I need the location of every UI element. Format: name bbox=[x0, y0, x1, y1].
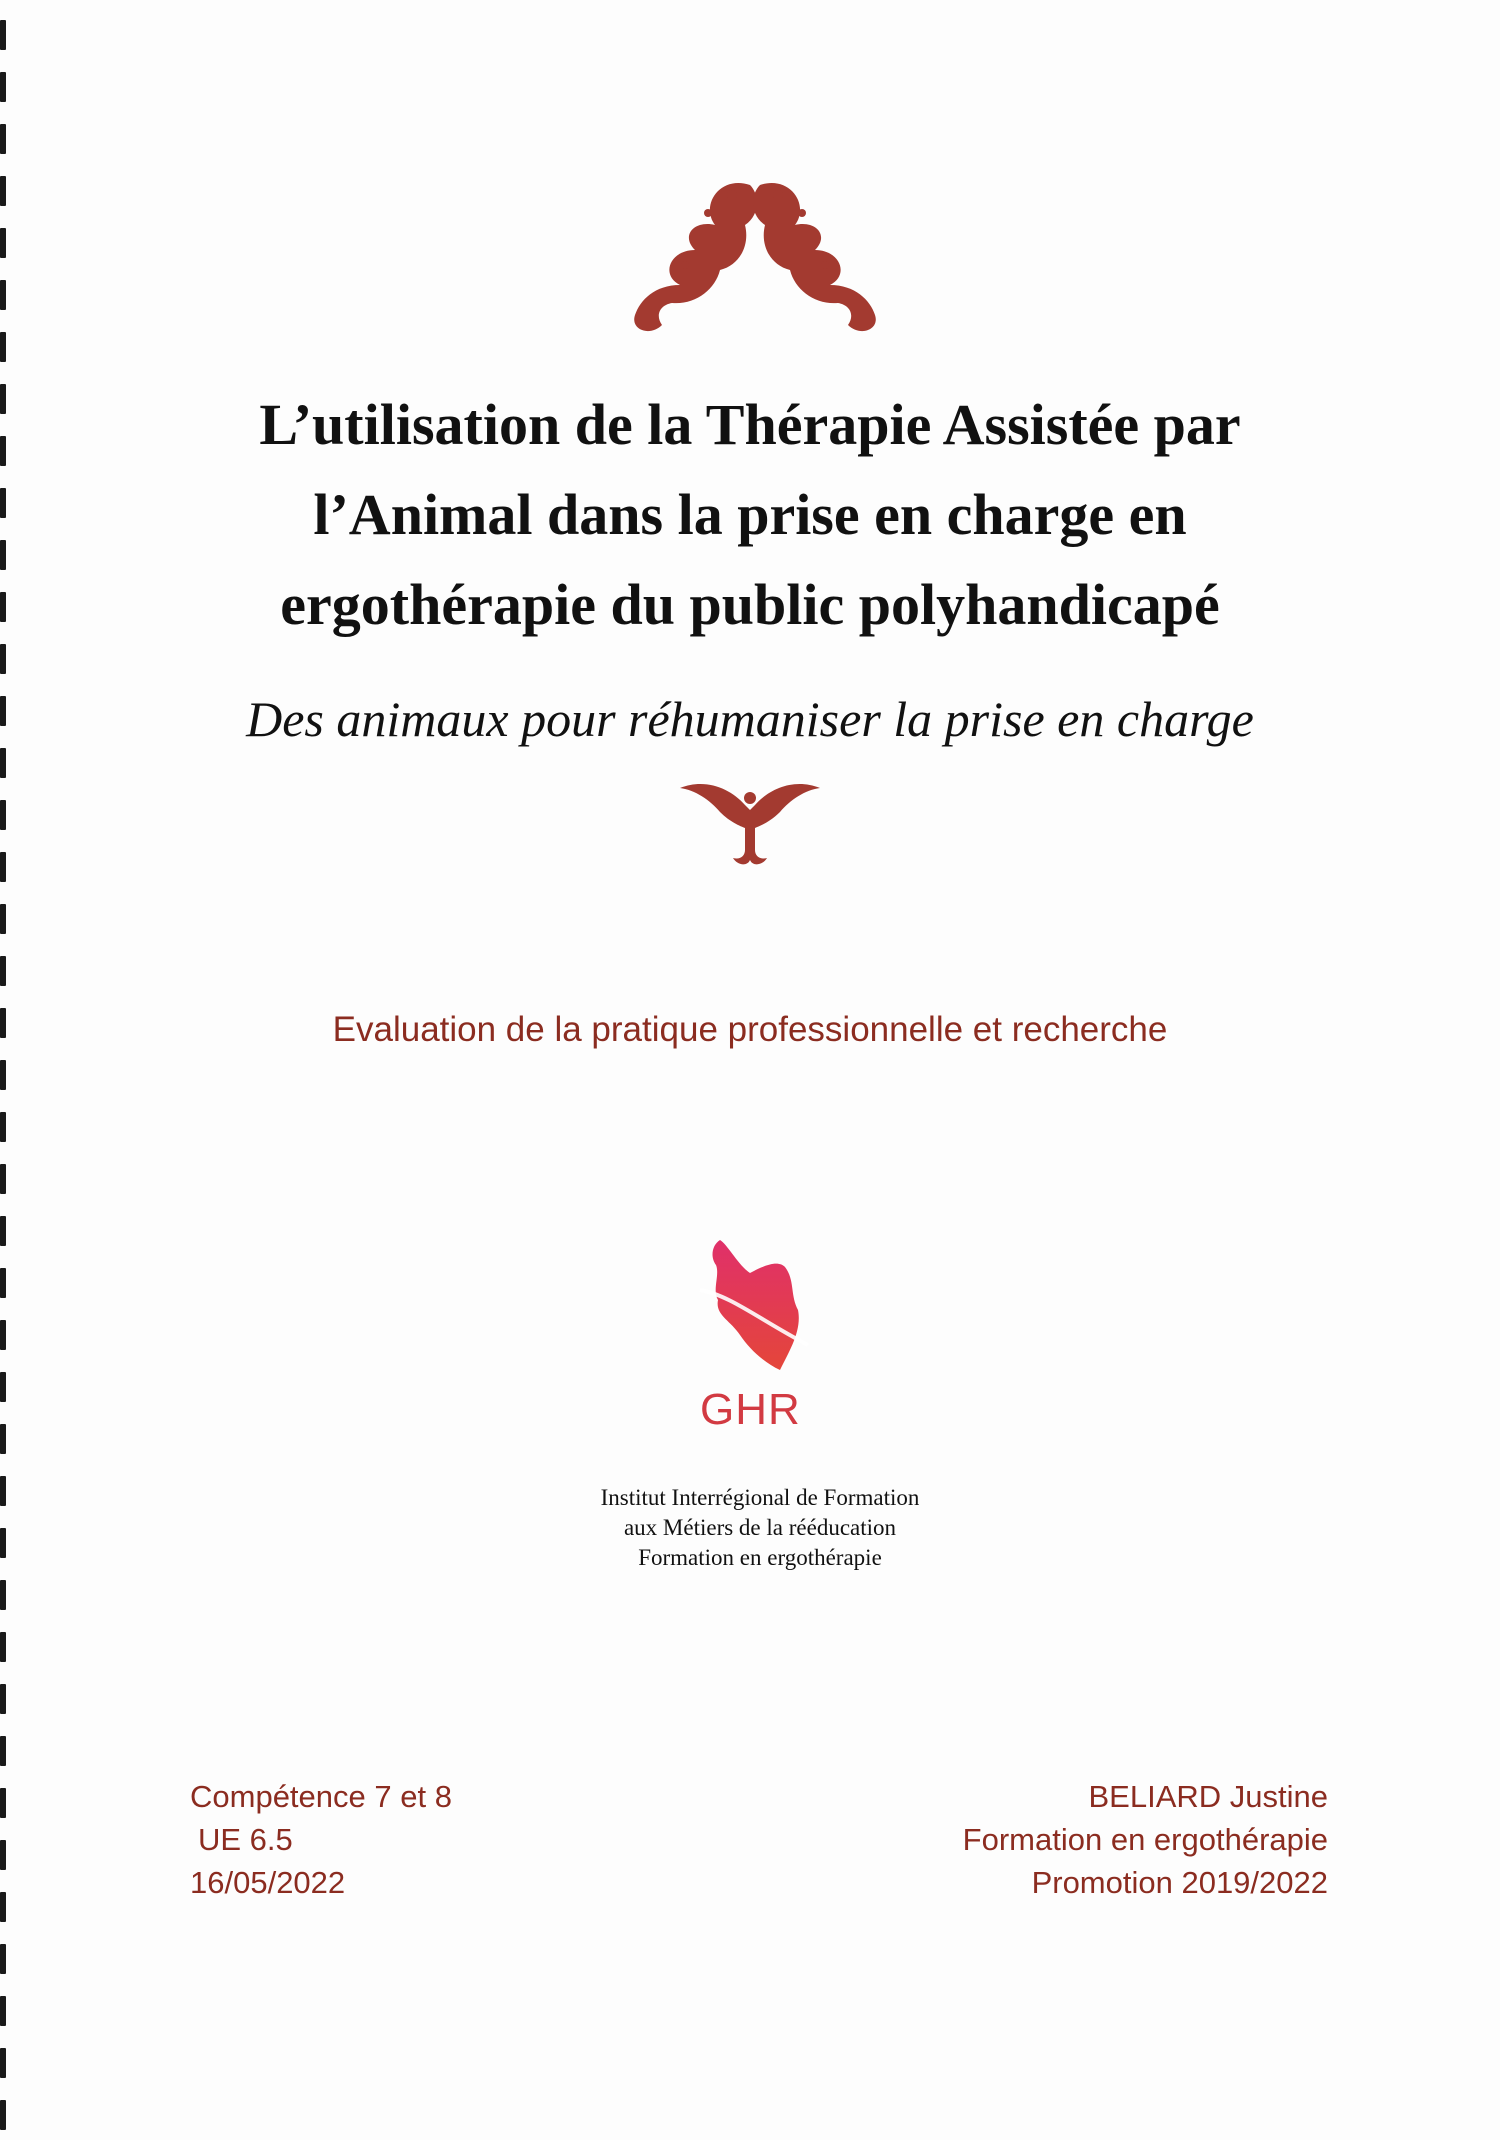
binding-mark bbox=[0, 2048, 6, 2078]
binding-mark bbox=[0, 1580, 6, 1610]
section-label: Evaluation de la pratique professionnelle et recherche bbox=[332, 1010, 1168, 1049]
binding-mark bbox=[0, 696, 6, 726]
binding-mark bbox=[0, 1164, 6, 1194]
binding-mark bbox=[0, 1684, 6, 1714]
binding-mark bbox=[0, 2100, 6, 2130]
middle-ornament-icon bbox=[675, 770, 825, 870]
program-text: Formation en ergothérapie bbox=[962, 1822, 1328, 1857]
institute-line-1: Institut Interrégional de Formation bbox=[600, 1485, 920, 1510]
binding-mark bbox=[0, 228, 6, 258]
binding-mark bbox=[0, 1892, 6, 1922]
logo-text: GHR bbox=[700, 1385, 801, 1434]
binding-mark bbox=[0, 124, 6, 154]
binding-mark bbox=[0, 1996, 6, 2026]
binding-mark bbox=[0, 1788, 6, 1818]
ghr-logo-icon bbox=[690, 1235, 820, 1375]
author-name: BELIARD Justine bbox=[1088, 1779, 1328, 1814]
ue-text: UE 6.5 bbox=[198, 1822, 293, 1857]
institute-line-3: Formation en ergothérapie bbox=[638, 1545, 882, 1570]
title-line-2: l’Animal dans la prise en charge en bbox=[313, 482, 1187, 547]
binding-mark bbox=[0, 748, 6, 778]
competence-text: Compétence 7 et 8 bbox=[190, 1779, 452, 1814]
binding-mark bbox=[0, 176, 6, 206]
binding-mark bbox=[0, 800, 6, 830]
institute-name bbox=[540, 1483, 980, 1573]
binding-mark bbox=[0, 280, 6, 310]
binding-mark bbox=[0, 1060, 6, 1090]
binding-mark bbox=[0, 540, 6, 570]
spiral-binding bbox=[0, 0, 14, 2140]
binding-mark bbox=[0, 1268, 6, 1298]
binding-mark bbox=[0, 1424, 6, 1454]
binding-mark bbox=[0, 72, 6, 102]
institute-line-2: aux Métiers de la rééducation bbox=[623, 1515, 897, 1540]
binding-mark bbox=[0, 644, 6, 674]
binding-mark bbox=[0, 1476, 6, 1506]
binding-mark bbox=[0, 1632, 6, 1662]
top-ornament-icon bbox=[600, 165, 910, 335]
document-title bbox=[140, 380, 1360, 650]
binding-mark bbox=[0, 1372, 6, 1402]
binding-mark bbox=[0, 436, 6, 466]
author-info bbox=[963, 1775, 1328, 1904]
title-line-1: L’utilisation de la Thérapie Assistée par bbox=[259, 392, 1241, 457]
binding-mark bbox=[0, 1736, 6, 1766]
document-subtitle: Des animaux pour réhumaniser la prise en charge bbox=[246, 691, 1254, 747]
binding-mark bbox=[0, 592, 6, 622]
binding-mark bbox=[0, 1320, 6, 1350]
binding-mark bbox=[0, 1008, 6, 1038]
binding-mark bbox=[0, 956, 6, 986]
promotion-text: Promotion 2019/2022 bbox=[1031, 1865, 1328, 1900]
binding-mark bbox=[0, 1840, 6, 1870]
course-info bbox=[190, 1775, 452, 1904]
date-text: 16/05/2022 bbox=[190, 1865, 346, 1900]
binding-mark bbox=[0, 852, 6, 882]
binding-mark bbox=[0, 1528, 6, 1558]
binding-mark bbox=[0, 1944, 6, 1974]
binding-mark bbox=[0, 20, 6, 50]
binding-mark bbox=[0, 488, 6, 518]
binding-mark bbox=[0, 1216, 6, 1246]
binding-mark bbox=[0, 332, 6, 362]
binding-mark bbox=[0, 1112, 6, 1142]
binding-mark bbox=[0, 384, 6, 414]
binding-mark bbox=[0, 904, 6, 934]
title-line-3: ergothérapie du public polyhandicapé bbox=[280, 572, 1220, 637]
